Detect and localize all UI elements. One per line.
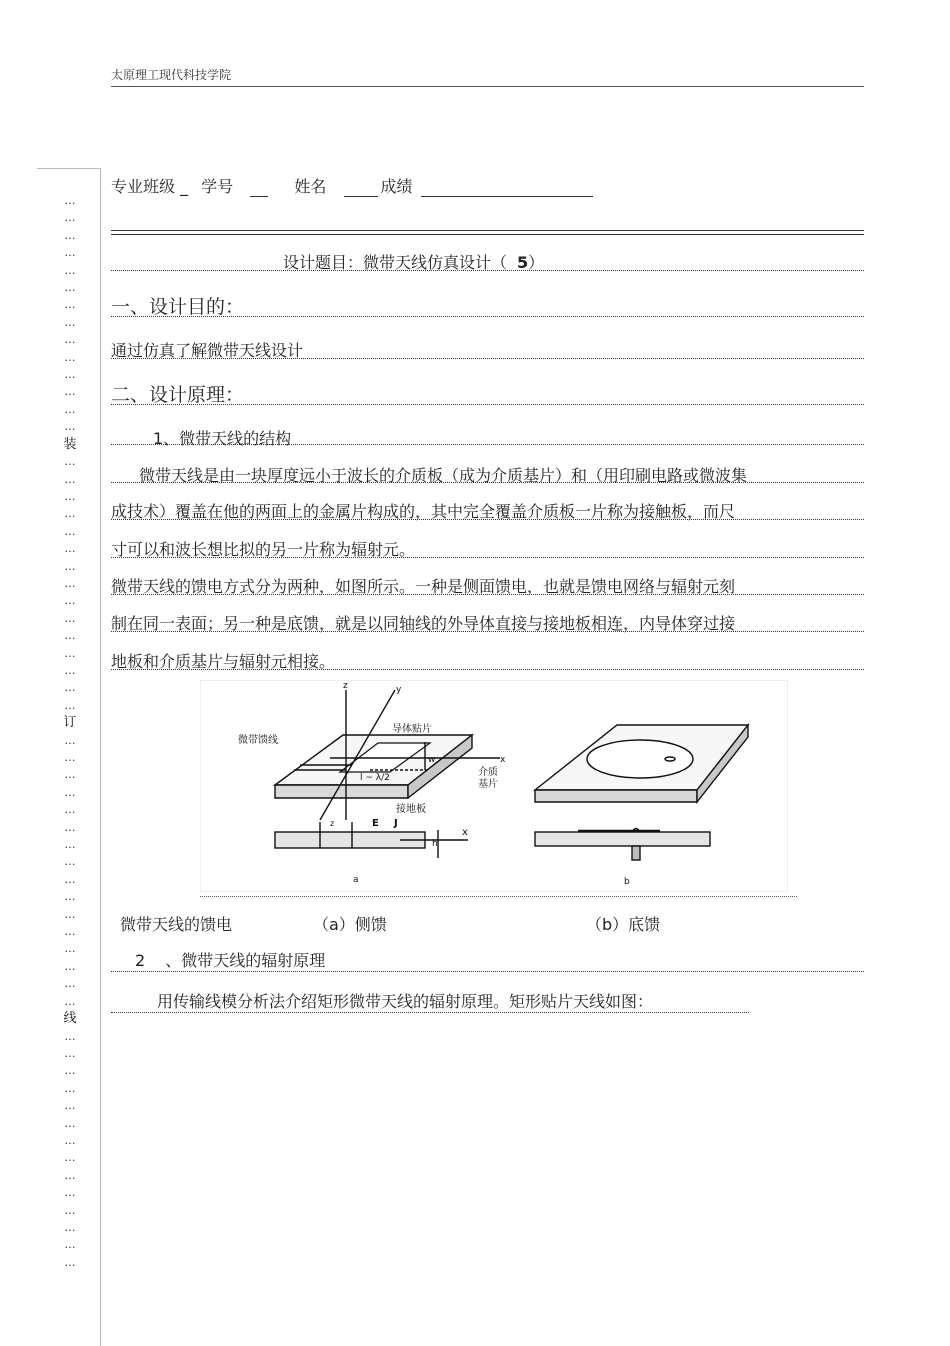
figure-caption-main: 微带天线的馈电 [120, 915, 233, 934]
binding-dot: … [64, 646, 76, 660]
binding-margin-marks [58, 192, 82, 1271]
binding-mark: 订 [63, 715, 77, 731]
design-title [111, 250, 864, 271]
binding-dot: … [64, 907, 76, 921]
binding-dot: … [64, 420, 76, 434]
binding-dot: … [64, 1220, 76, 1234]
binding-dot: … [64, 1116, 76, 1130]
binding-dot: … [64, 820, 76, 834]
binding-dot: … [64, 228, 76, 242]
binding-dot: … [64, 768, 76, 782]
paragraph1-line1: 微带天线是由一块厚度远小于波长的介质板（成为介质基片）和（用印刷电路或微波集 [111, 463, 864, 483]
binding-dot: … [64, 681, 76, 695]
figure-drawing [200, 680, 788, 892]
title-suffix: ） [528, 253, 545, 272]
figure-caption-b: （b）底馈 [586, 915, 661, 934]
thickness-label: h [432, 839, 438, 849]
binding-dot: … [64, 350, 76, 364]
title-prefix: 设计题目：微带天线仿真设计（ [283, 253, 508, 272]
binding-dot: … [64, 1133, 76, 1147]
feeding-methods-figure [200, 680, 788, 892]
current-j-label: J [394, 818, 398, 829]
binding-dot: … [64, 942, 76, 956]
student-id-label: 学号 [201, 177, 234, 196]
binding-dot: … [64, 1203, 76, 1217]
binding-dot: … [64, 263, 76, 277]
binding-dot: … [64, 576, 76, 590]
name-field[interactable] [344, 181, 378, 197]
binding-dot: … [64, 315, 76, 329]
binding-dot: … [64, 977, 76, 991]
width-label: w [428, 755, 436, 765]
student-info-line [111, 174, 596, 197]
subfigure-b-label: b [624, 877, 630, 887]
binding-dot: … [64, 1029, 76, 1043]
section-x-label: x [462, 827, 468, 838]
section1-body: 通过仿真了解微带天线设计 [111, 338, 864, 359]
binding-dot: … [64, 663, 76, 677]
binding-dot: … [64, 1168, 76, 1182]
paragraph3-text: 用传输线模分析法介绍矩形微带天线的辐射原理。矩形贴片天线如图： [157, 992, 654, 1011]
binding-dot: … [64, 872, 76, 886]
binding-dot: … [64, 455, 76, 469]
student-id-field[interactable] [250, 181, 268, 197]
paragraph2-line2: 制在同一表面；另一种是底馈，就是以同轴线的外导体直接与接地板相连，内导体穿过接 [111, 611, 864, 632]
score-field[interactable] [421, 181, 593, 197]
school-name: 太原理工现代科技学院 [111, 68, 232, 82]
axis-z-label: z [343, 681, 348, 691]
binding-dot: … [64, 559, 76, 573]
binding-dot: … [64, 472, 76, 486]
binding-dot: … [64, 1046, 76, 1060]
binding-dot: … [64, 733, 76, 747]
paragraph2-line1: 微带天线的馈电方式分为两种，如图所示。一种是侧面馈电，也就是馈电网络与辐射元刻 [111, 574, 864, 595]
title-number: 5 [517, 253, 529, 272]
binding-dot: … [64, 959, 76, 973]
binding-dot: … [64, 281, 76, 295]
binding-dot: … [64, 803, 76, 817]
binding-dot: … [64, 194, 76, 207]
paragraph2-line3: 地板和介质基片与辐射元相接。 [111, 649, 864, 670]
section-z-label: z [330, 819, 335, 828]
binding-dot: … [64, 507, 76, 521]
binding-dot: … [64, 524, 76, 538]
binding-dot: … [64, 1151, 76, 1165]
axis-y-label: y [396, 685, 402, 695]
binding-dot: … [64, 333, 76, 347]
figure-caption-a: （a）侧馈 [313, 915, 387, 934]
section2-heading: 二、设计原理： [111, 380, 864, 405]
class-underscore: _ [180, 177, 189, 196]
subsection1-heading: 1、微带天线的结构 [111, 426, 864, 445]
binding-dot: … [64, 994, 76, 1008]
length-label: l ~ λ/2 [360, 773, 390, 783]
header-rule [111, 86, 864, 87]
paragraph1-line3: 寸可以和波长想比拟的另一片称为辐射元。 [111, 537, 864, 558]
patch-label: 导体贴片 [392, 724, 432, 735]
subfigure-a-label: a [353, 875, 359, 885]
binding-dot: … [64, 890, 76, 904]
score-label: 成绩 [380, 177, 413, 196]
binding-dot: … [64, 211, 76, 225]
binding-dot: … [64, 402, 76, 416]
binding-dot: … [64, 1064, 76, 1078]
substrate-label-1: 介质 [478, 767, 498, 778]
double-rule [111, 230, 864, 235]
binding-dot: … [64, 1081, 76, 1095]
binding-dot: … [64, 785, 76, 799]
binding-dot: … [64, 751, 76, 764]
binding-dot: … [64, 611, 76, 625]
binding-dot: … [64, 489, 76, 503]
binding-dot: … [64, 698, 76, 712]
subsection2-text: 、微带天线的辐射原理 [165, 951, 326, 970]
paragraph1-line2: 成技术）覆盖在他的两面上的金属片构成的，其中完全覆盖介质板一片称为接触板，而尺 [111, 499, 864, 520]
binding-dot: … [64, 629, 76, 643]
feedline-label: 微带馈线 [238, 735, 278, 746]
ground-label: 接地板 [396, 804, 426, 815]
axis-x-label: x [500, 755, 506, 765]
binding-dot: … [64, 246, 76, 260]
subsection2-heading [111, 948, 864, 972]
binding-dot: … [64, 385, 76, 399]
binding-dot: … [64, 542, 76, 556]
figure-rule [200, 896, 797, 897]
name-label: 姓名 [294, 177, 327, 196]
binding-mark: 线 [63, 1011, 77, 1027]
binding-dot: … [64, 594, 76, 608]
binding-dot: … [64, 1255, 76, 1269]
section1-heading: 一、设计目的： [111, 292, 864, 317]
paragraph3 [111, 989, 749, 1013]
binding-dot: … [64, 838, 76, 852]
binding-dot: … [64, 368, 76, 382]
binding-dot: … [64, 1099, 76, 1113]
class-label: 专业班级 [111, 177, 176, 196]
subsection2-number: 2 [135, 951, 146, 970]
binding-dot: … [64, 1186, 76, 1200]
substrate-label-2: 基片 [478, 779, 498, 790]
field-e-label: E [372, 818, 379, 829]
binding-dot: … [64, 298, 76, 312]
binding-dot: … [64, 1238, 76, 1252]
binding-dot: … [64, 855, 76, 869]
binding-mark: 装 [63, 436, 77, 452]
binding-dot: … [64, 925, 76, 939]
